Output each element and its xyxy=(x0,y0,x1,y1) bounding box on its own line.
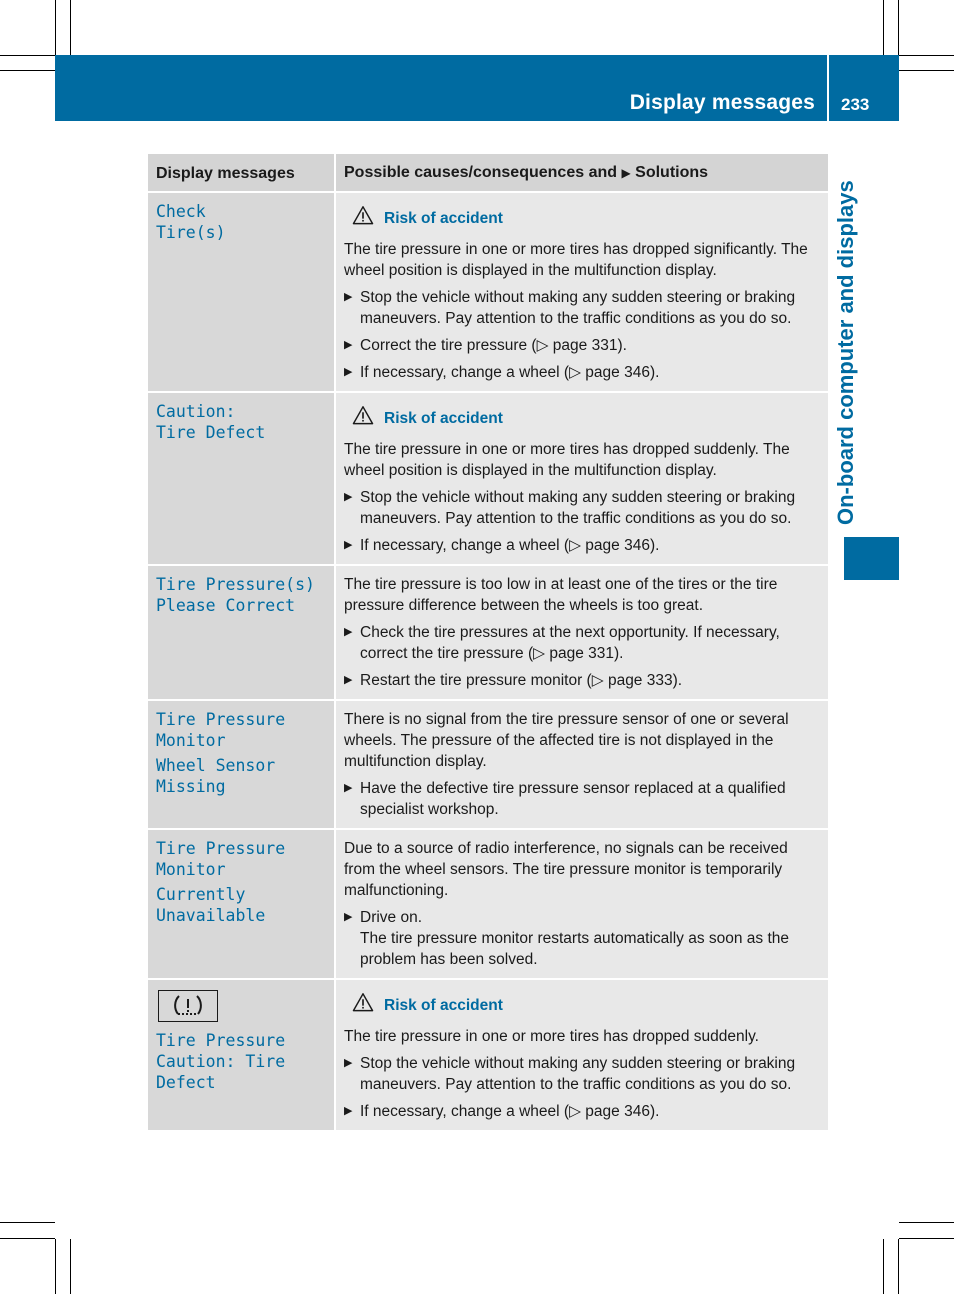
display-message-cell xyxy=(148,829,335,979)
warning-label: Risk of accident xyxy=(384,996,503,1014)
solution-cell xyxy=(335,565,828,700)
solution-step-text: Stop the vehicle without making any sudden steering or braking maneuvers. Pay attention to the traffic conditions as you do so. xyxy=(360,1055,796,1093)
solution-step xyxy=(344,1101,820,1122)
table-row xyxy=(148,829,828,979)
solution-cell xyxy=(335,192,828,392)
solution-step xyxy=(344,287,820,329)
step-arrow-icon: ▶ xyxy=(344,674,353,686)
display-message-text: Tire Pressure(s) Please Correct xyxy=(156,575,315,615)
column-header-suffix: Solutions xyxy=(635,164,709,181)
risk-warning xyxy=(352,405,820,431)
solution-step xyxy=(344,670,820,691)
warning-triangle-icon xyxy=(352,992,374,1018)
solution-cell xyxy=(335,392,828,565)
step-arrow-icon: ▶ xyxy=(344,339,353,351)
crop-mark xyxy=(883,0,884,55)
display-messages-table xyxy=(148,154,828,1132)
column-header-messages: Display messages xyxy=(148,154,335,192)
crop-mark xyxy=(0,70,55,71)
step-arrow-icon: ▶ xyxy=(344,1105,353,1117)
table-row xyxy=(148,565,828,700)
step-arrow-icon: ▶ xyxy=(344,291,353,303)
crop-mark xyxy=(898,1239,899,1294)
cause-text: The tire pressure in one or more tires has dropped suddenly. xyxy=(344,1028,759,1045)
display-message-cell xyxy=(148,700,335,829)
cause-text: The tire pressure in one or more tires has dropped suddenly. The wheel position is displayed in the multifunction display. xyxy=(344,441,790,479)
warning-label: Risk of accident xyxy=(384,209,503,227)
solution-step-text: Stop the vehicle without making any sudden steering or braking maneuvers. Pay attention to the traffic conditions as you do so. xyxy=(360,489,796,527)
solution-step-text: Stop the vehicle without making any sudden steering or braking maneuvers. Pay attention to the traffic conditions as you do so. xyxy=(360,289,796,327)
column-header-prefix: Possible causes/consequences and xyxy=(344,164,618,181)
table-header-row xyxy=(148,154,828,192)
crop-mark xyxy=(0,1222,55,1223)
solution-step xyxy=(344,622,820,664)
solution-arrow-icon: ▶ xyxy=(621,166,631,180)
page-number-box xyxy=(829,55,899,121)
solution-step-text: If necessary, change a wheel (▷ page 346). xyxy=(360,364,660,381)
display-message-cell xyxy=(148,192,335,392)
display-message-text: Check Tire(s) xyxy=(156,202,226,242)
solution-step-text: Have the defective tire pressure sensor replaced at a qualified specialist workshop. xyxy=(360,780,786,818)
solution-step xyxy=(344,362,820,383)
crop-mark xyxy=(898,0,899,55)
solution-cell xyxy=(335,700,828,829)
step-arrow-icon: ▶ xyxy=(344,1057,353,1069)
solution-step-text: Drive on. The tire pressure monitor restarts automatically as soon as the problem has been solved. xyxy=(360,909,790,968)
risk-warning xyxy=(352,205,820,231)
cause-text: The tire pressure in one or more tires has dropped significantly. The wheel position is displayed in the multifunction display. xyxy=(344,241,808,279)
solution-step xyxy=(344,1053,820,1095)
solution-step-text: If necessary, change a wheel (▷ page 346). xyxy=(360,537,660,554)
step-arrow-icon: ▶ xyxy=(344,539,353,551)
solution-cell xyxy=(335,979,828,1131)
column-header-solutions xyxy=(335,154,828,192)
step-arrow-icon: ▶ xyxy=(344,491,353,503)
step-arrow-icon: ▶ xyxy=(344,911,353,923)
display-message-text: Tire Pressure Caution: Tire Defect xyxy=(156,1031,286,1092)
solution-step xyxy=(344,487,820,529)
header-bar xyxy=(55,55,827,121)
table-row xyxy=(148,392,828,565)
solution-step-text: Restart the tire pressure monitor (▷ page 333). xyxy=(360,672,683,689)
solution-cell xyxy=(335,829,828,979)
crop-mark xyxy=(899,1238,954,1239)
solution-step-text: Correct the tire pressure (▷ page 331). xyxy=(360,337,627,354)
display-message-cell xyxy=(148,979,335,1131)
display-message-cell xyxy=(148,565,335,700)
crop-mark xyxy=(70,1239,71,1294)
table-row xyxy=(148,700,828,829)
crop-mark xyxy=(0,1238,55,1239)
page-number: 233 xyxy=(841,95,870,114)
solution-step xyxy=(344,778,820,820)
tire-pressure-warning-icon xyxy=(158,990,218,1022)
cause-text: There is no signal from the tire pressure sensor of one or several wheels. The pressure of the affected tire is not displayed in the multifunction display. xyxy=(344,711,789,770)
crop-mark xyxy=(55,0,56,55)
warning-label: Risk of accident xyxy=(384,409,503,427)
display-message-text: Caution: Tire Defect xyxy=(156,402,266,442)
display-message-text: Currently Unavailable xyxy=(156,885,266,925)
display-message-text: Wheel Sensor Missing xyxy=(156,756,276,796)
display-message-text: Tire Pressure Monitor xyxy=(156,839,286,879)
step-arrow-icon: ▶ xyxy=(344,366,353,378)
section-title: Display messages xyxy=(629,91,815,114)
crop-mark xyxy=(0,55,55,56)
solution-step xyxy=(344,535,820,556)
risk-warning xyxy=(352,992,820,1018)
crop-mark xyxy=(899,55,954,56)
crop-mark xyxy=(883,1239,884,1294)
display-message-cell xyxy=(148,392,335,565)
step-arrow-icon: ▶ xyxy=(344,626,353,638)
solution-step xyxy=(344,335,820,356)
side-tab-block xyxy=(844,537,899,580)
cause-text: Due to a source of radio interference, no signals can be received from the wheel sensors. The tire pressure monitor is temporarily malfunctioning. xyxy=(344,840,788,899)
crop-mark xyxy=(55,1239,56,1294)
crop-mark xyxy=(899,1222,954,1223)
step-arrow-icon: ▶ xyxy=(344,782,353,794)
crop-mark xyxy=(899,70,954,71)
solution-step-text: If necessary, change a wheel (▷ page 346). xyxy=(360,1103,660,1120)
solution-step xyxy=(344,907,820,970)
crop-mark xyxy=(70,0,71,55)
solution-step-text: Check the tire pressures at the next opportunity. If necessary, correct the tire pressure (▷ page 331). xyxy=(360,624,780,662)
display-message-text: Tire Pressure Monitor xyxy=(156,710,286,750)
warning-triangle-icon xyxy=(352,205,374,231)
warning-triangle-icon xyxy=(352,405,374,431)
cause-text: The tire pressure is too low in at least one of the tires or the tire pressure difference between the wheels is too great. xyxy=(344,576,778,614)
table-row xyxy=(148,192,828,392)
table-row xyxy=(148,979,828,1131)
side-tab-label: On-board computer and displays xyxy=(833,180,858,525)
